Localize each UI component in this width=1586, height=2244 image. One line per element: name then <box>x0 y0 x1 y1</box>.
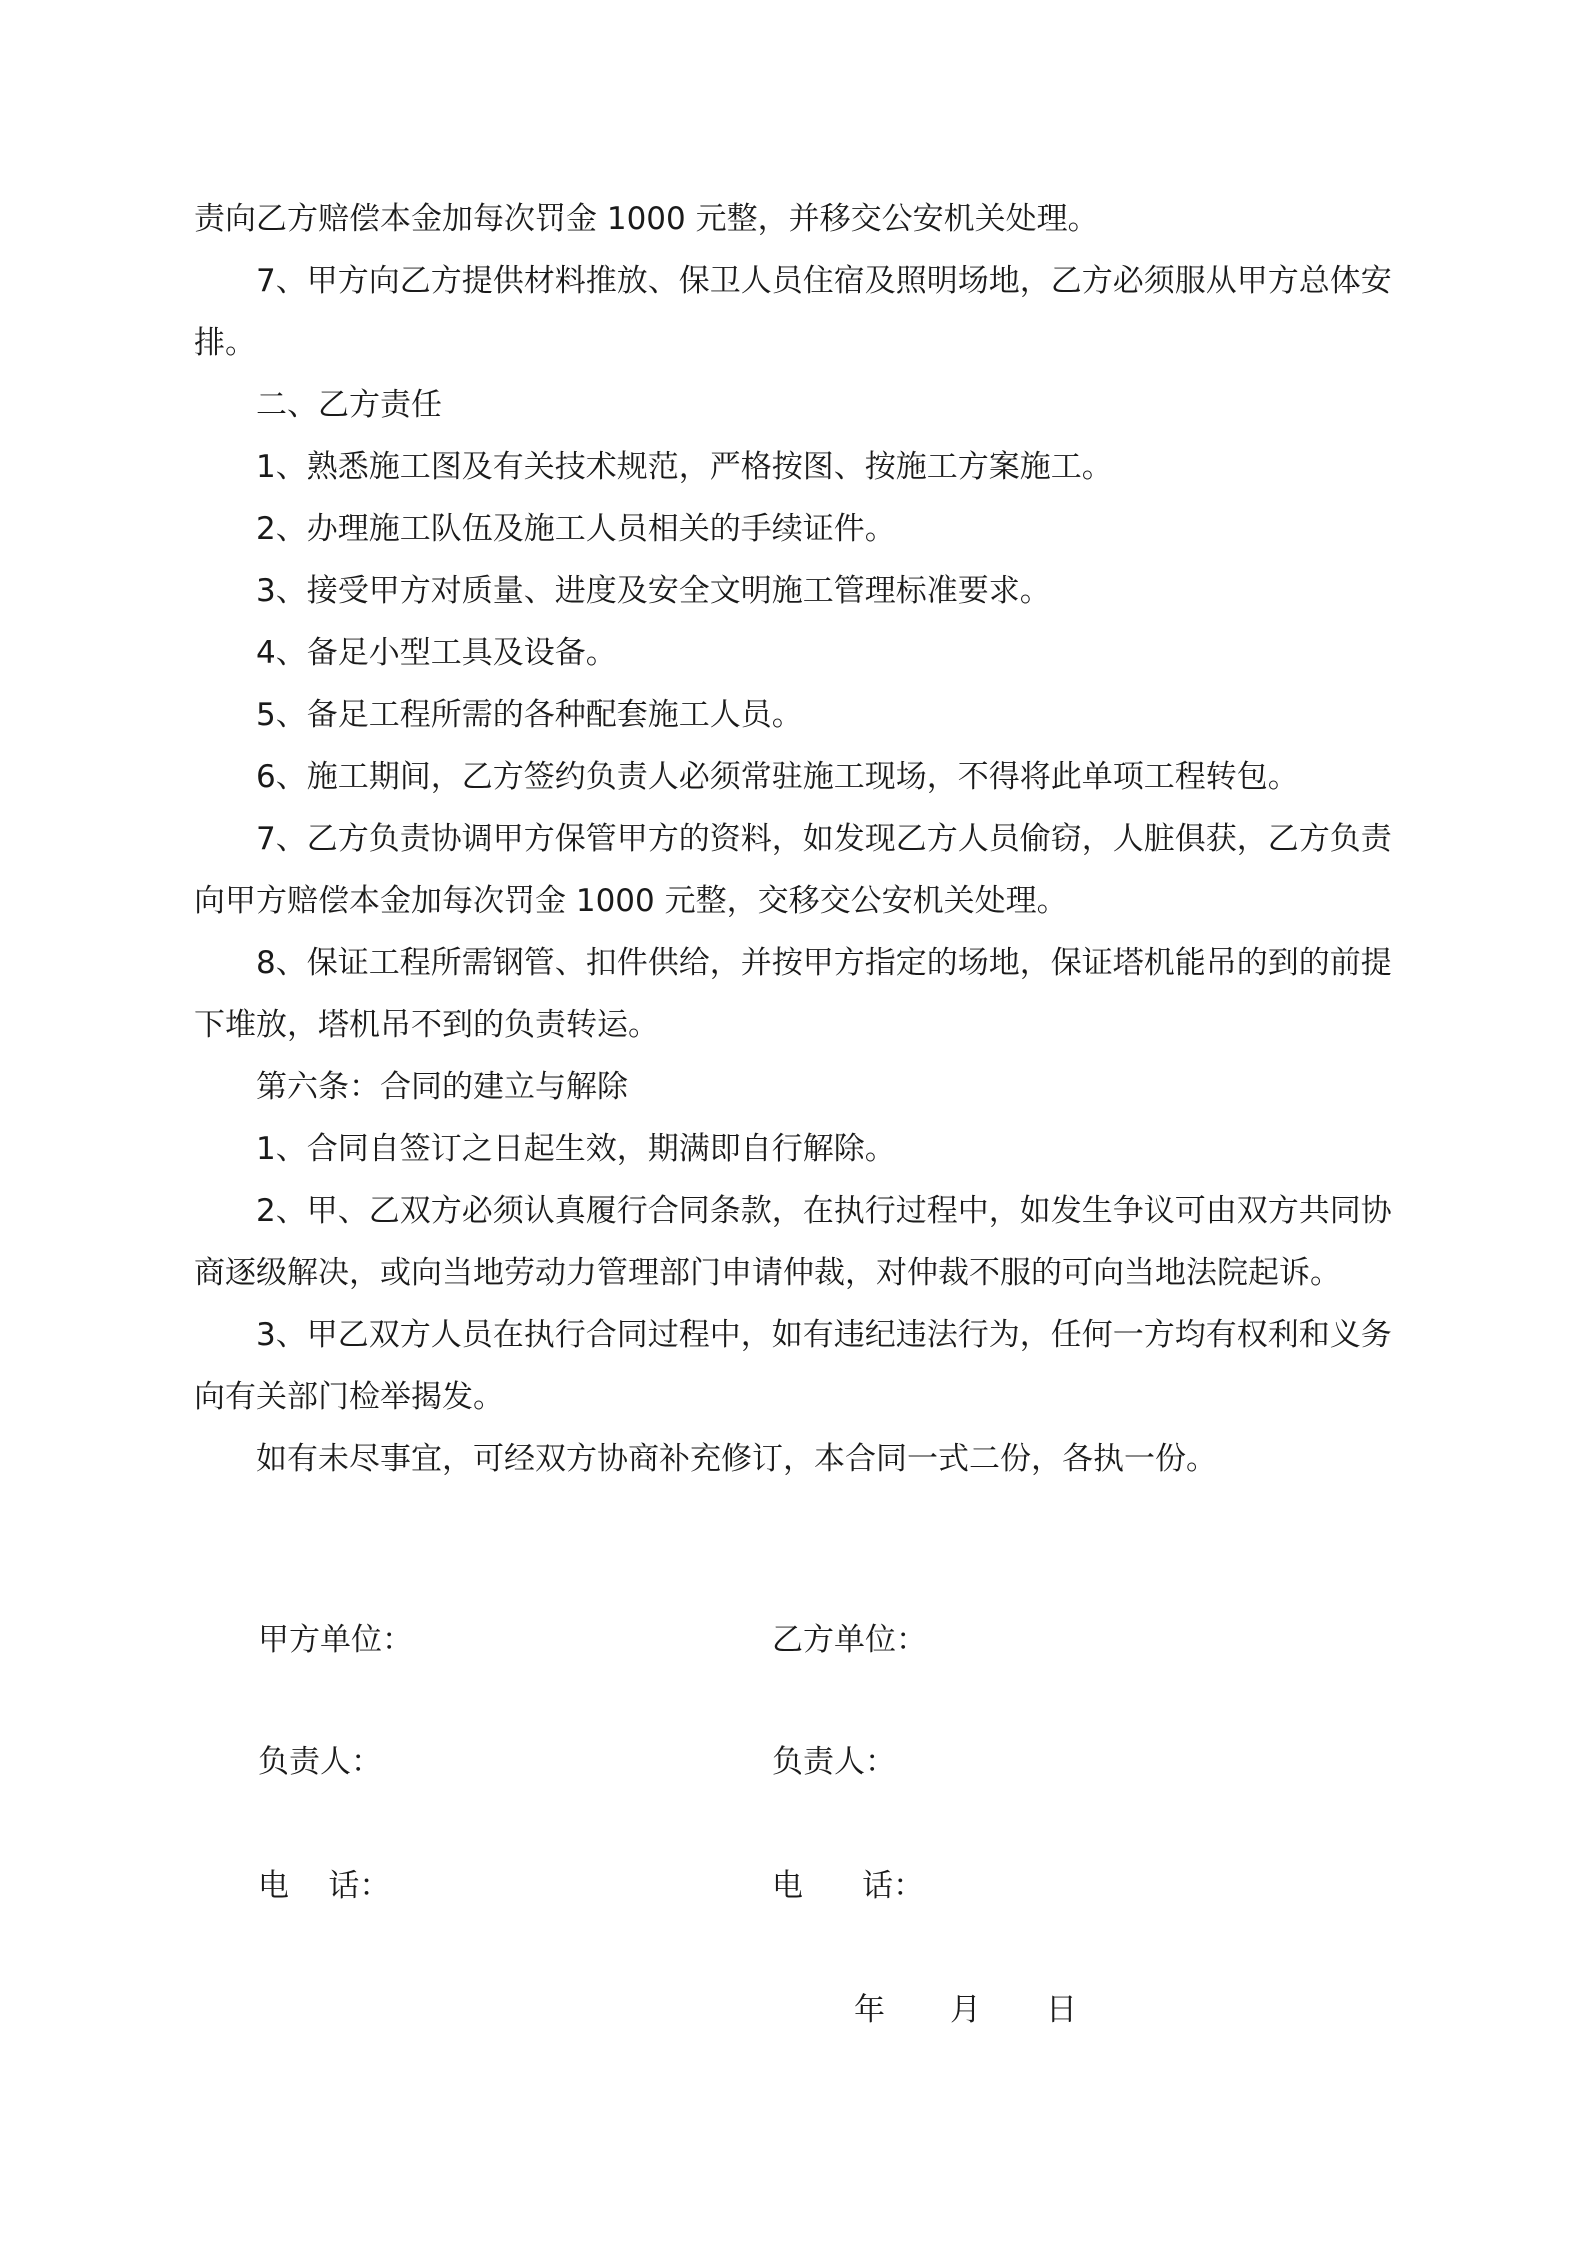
paragraph-clause-b5: 5、备足工程所需的各种配套施工人员。 <box>256 697 803 733</box>
paragraph-clause-a7: 7、甲方向乙方提供材料推放、保卫人员住宿及照明场地，乙方必须服从甲方总体安排。 <box>194 263 1392 361</box>
date-year-label: 年 <box>854 1992 885 2028</box>
party-b-phone-label: 电 话： <box>772 1868 925 1904</box>
paragraph-clause-b2: 2、办理施工队伍及施工人员相关的手续证件。 <box>256 511 896 547</box>
paragraph-clause-c2: 2、甲、乙双方必须认真履行合同条款，在执行过程中，如发生争议可由双方共同协商逐级解决，或向当地劳动力管理部门申请仲裁，对仲裁不服的可向当地法院起诉。 <box>194 1193 1392 1291</box>
paragraph-clause-b1: 1、熟悉施工图及有关技术规范，严格按图、按施工方案施工。 <box>256 449 1113 485</box>
paragraph-clause-c1: 1、合同自签订之日起生效，期满即自行解除。 <box>256 1131 896 1167</box>
party-a-unit-label: 甲方单位： <box>258 1622 413 1658</box>
section-heading-article-6: 第六条：合同的建立与解除 <box>256 1069 628 1105</box>
paragraph-clause-b7: 7、乙方负责协调甲方保管甲方的资料，如发现乙方人员偷窃，人脏俱获，乙方负责向甲方赔偿本金加每次罚金 1000 元整，交移交公安机关处理。 <box>194 821 1392 919</box>
date-day-label: 日 <box>1046 1992 1077 2028</box>
paragraph-clause-b6: 6、施工期间，乙方签约负责人必须常驻施工现场，不得将此单项工程转包。 <box>256 759 1299 795</box>
paragraph-clause-c3: 3、甲乙双方人员在执行合同过程中，如有违纪违法行为，任何一方均有权利和义务向有关部门检举揭发。 <box>194 1317 1392 1415</box>
paragraph-closing: 如有未尽事宜，可经双方协商补充修订，本合同一式二份，各执一份。 <box>256 1441 1217 1477</box>
paragraph-clause-b3: 3、接受甲方对质量、进度及安全文明施工管理标准要求。 <box>256 573 1051 609</box>
paragraph-continuation: 责向乙方赔偿本金加每次罚金 1000 元整，并移交公安机关处理。 <box>194 201 1099 237</box>
party-b-unit-label: 乙方单位： <box>772 1622 927 1658</box>
contract-body <box>194 188 1414 1490</box>
party-a-person-label: 负责人： <box>258 1744 382 1780</box>
party-a-phone-label: 电 话： <box>258 1868 391 1904</box>
date-month-label: 月 <box>950 1992 981 2028</box>
paragraph-clause-b4: 4、备足小型工具及设备。 <box>256 635 617 671</box>
paragraph-clause-b8: 8、保证工程所需钢管、扣件供给，并按甲方指定的场地，保证塔机能吊的到的前提下堆放，塔机吊不到的负责转运。 <box>194 945 1392 1043</box>
party-b-person-label: 负责人： <box>772 1744 896 1780</box>
section-heading-party-b-duties: 二、乙方责任 <box>256 387 442 423</box>
